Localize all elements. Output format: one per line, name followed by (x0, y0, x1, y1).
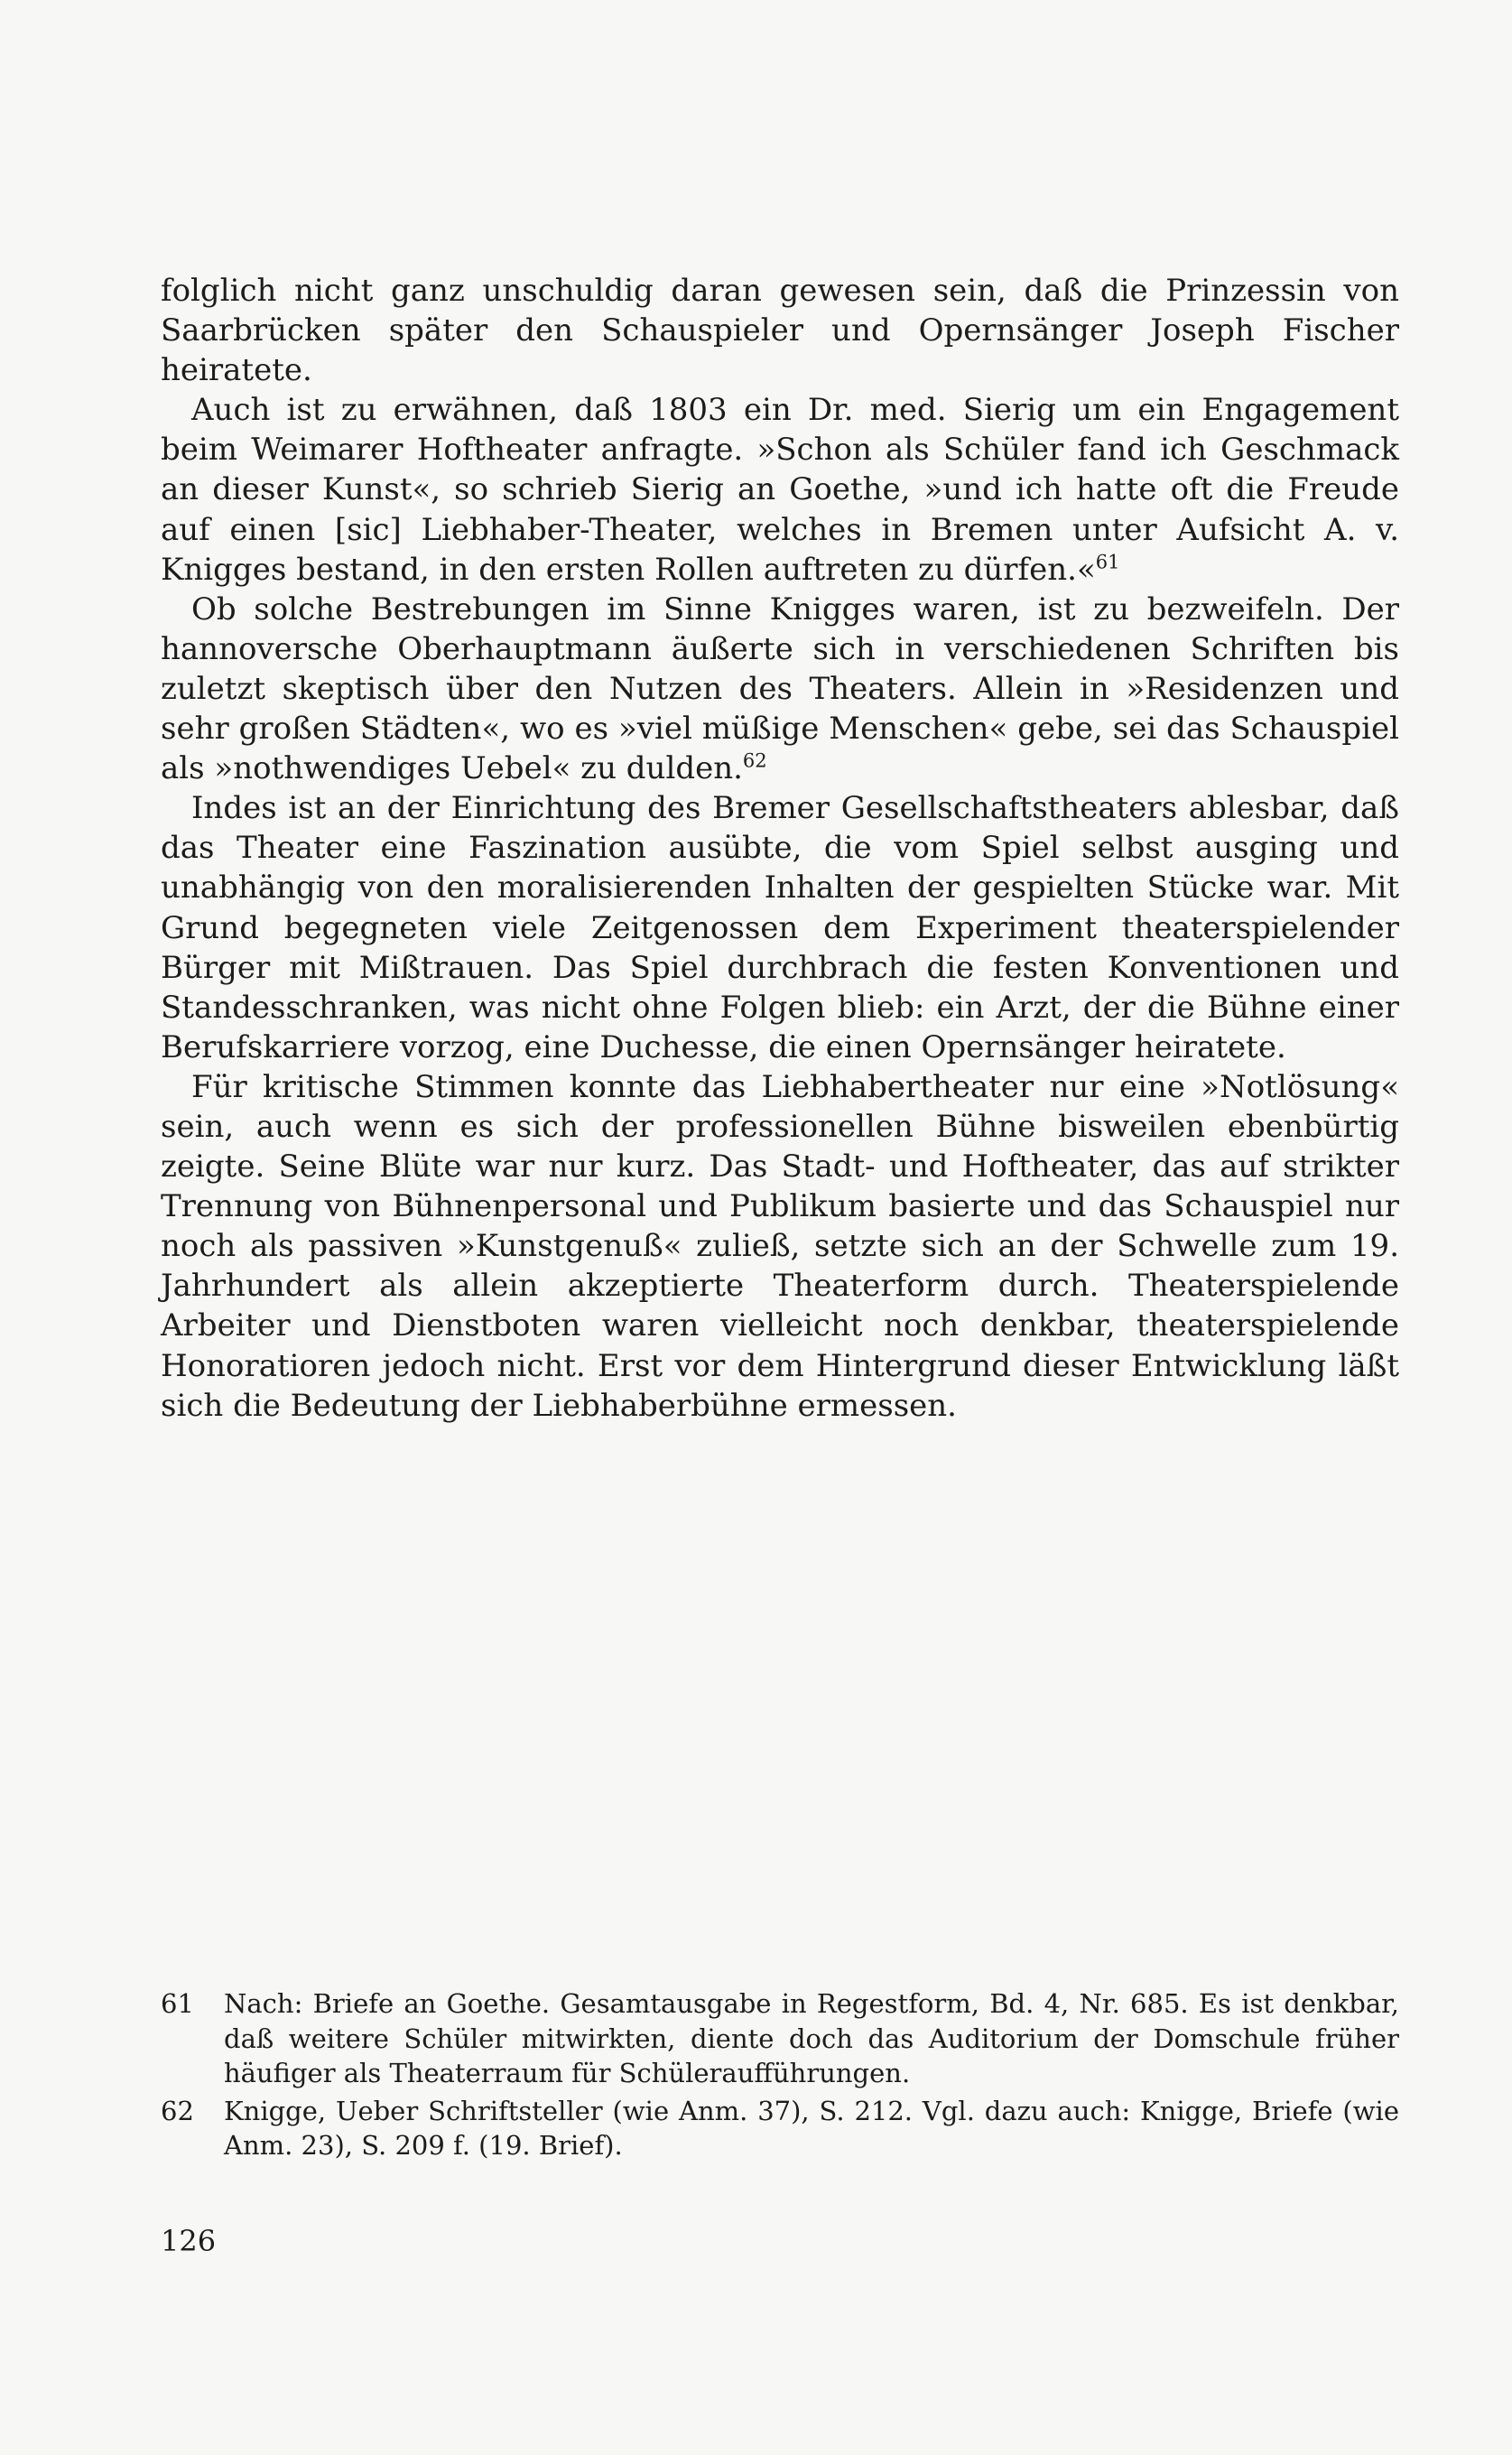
page-number: 126 (161, 2224, 217, 2258)
footnote-number: 62 (161, 2095, 194, 2126)
paragraph-1: folglich nicht ganz unschuldig daran gewesen sein, daß die Prinzessin von Saarbrücken später den Schauspieler und Opernsänger Joseph Fischer heiratete. (161, 273, 1399, 389)
paragraph-2: Auch ist zu erwähnen, daß 1803 ein Dr. med. Sierig um ein Engagement beim Weimarer Hoftheater anfragte. »Schon als Schüler fand ich Geschmack an dieser Kunst«, so schrieb Sierig an Goethe, »und ich hatte oft die Freude auf einen [sic] Liebhaber-Theater, welches in Bremen unter Aufsicht A. v. Knigges bestand, in den ersten Rollen auftreten zu dürfen.«$^{61}$ (161, 392, 1399, 588)
body-text (161, 271, 1399, 1426)
footnote-text: Knigge, Ueber Schriftsteller (wie Anm. 37), S. 212. Vgl. dazu auch: Knigge, Briefe (wie Anm. 23), S. 209 f. (19. Brief). (224, 2095, 1399, 2161)
footnote-62 (161, 2094, 1399, 2163)
paragraph-3: Ob solche Bestrebungen im Sinne Knigges waren, ist zu bezweifeln. Der hannoversche Oberhauptmann äußerte sich in verschiedenen Schriften bis zuletzt skeptisch über den Nutzen des Theaters. Allein in »Residenzen und sehr großen Städten«, wo es »viel müßige Menschen« gebe, sei das Schauspiel als »nothwendiges Uebel« zu dulden.$^{62}$ (161, 591, 1399, 787)
footnotes (161, 1986, 1399, 2166)
footnote-ref-62[interactable]: 62 (742, 749, 767, 772)
footnote-text: Nach: Briefe an Goethe. Gesamtausgabe in Regestform, Bd. 4, Nr. 685. Es ist denkbar, daß weitere Schüler mitwirkten, diente doch das Auditorium der Domschule früher häufiger als Theaterraum für Schüleraufführungen. (224, 1988, 1399, 2088)
footnote-number: 61 (161, 1988, 194, 2019)
footnote-ref-61[interactable]: 61 (1095, 551, 1120, 573)
footnote-61 (161, 1986, 1399, 2091)
paragraph-4: Indes ist an der Einrichtung des Bremer Gesellschaftstheaters ablesbar, daß das Theater eine Faszination ausübte, die vom Spiel selbst ausging und unabhängig von den moralisierenden Inhalten der gespielten Stücke war. Mit Grund begegneten viele Zeitgenossen dem Experiment theaterspielender Bürger mit Mißtrauen. Das Spiel durchbrach die festen Konventionen und Standesschranken, was nicht ohne Folgen blieb: ein Arzt, der die Bühne einer Berufskarriere vorzog, eine Duchesse, die einen Opernsänger heiratete. (161, 790, 1399, 1065)
paragraph-5: Für kritische Stimmen konnte das Liebhabertheater nur eine »Notlösung« sein, auch wenn es sich der professionellen Bühne bisweilen ebenbürtig zeigte. Seine Blüte war nur kurz. Das Stadt- und Hoftheater, das auf strikter Trennung von Bühnenpersonal und Publikum basierte und das Schauspiel nur noch als passiven »Kunstgenuß« zuließ, setzte sich an der Schwelle zum 19. Jahrhundert als allein akzeptierte Theaterform durch. Theaterspielende Arbeiter und Dienstboten waren vielleicht noch denkbar, theaterspielende Honoratioren jedoch nicht. Erst vor dem Hintergrund dieser Entwicklung läßt sich die Bedeutung der Liebhaberbühne ermessen. (161, 1068, 1399, 1424)
